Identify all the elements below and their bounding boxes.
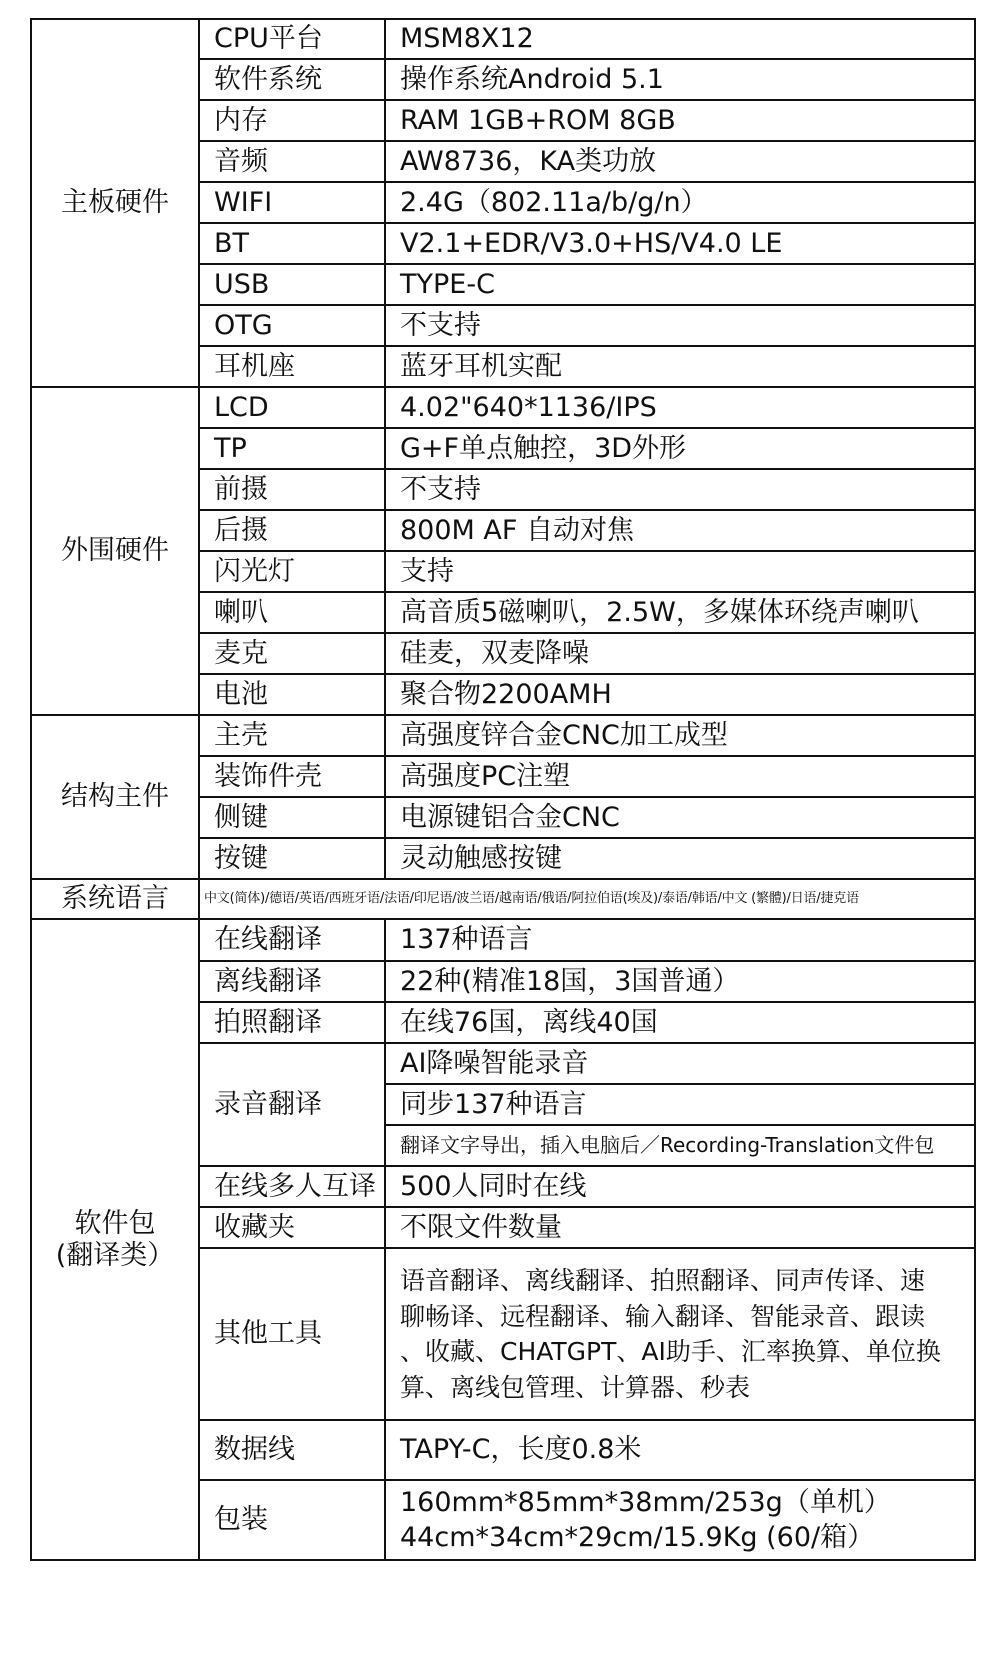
spec-key: 其他工具 [199,1248,385,1420]
spec-key: TP [199,428,385,469]
tools-line: 聊畅译、远程翻译、输入翻译、智能录音、跟读 [400,1301,926,1331]
spec-value: AI降噪智能录音 [385,1043,975,1084]
spec-value: 翻译文字导出，插入电脑后／Recording-Translation文件包 [385,1125,975,1166]
spec-value: 高强度锌合金CNC加工成型 [385,715,975,756]
spec-value: MSM8X12 [385,19,975,59]
table-row [31,19,975,59]
category-software-line2: (翻译类） [55,1239,175,1271]
spec-key: 装饰件壳 [199,756,385,797]
spec-key: 拍照翻译 [199,1002,385,1043]
spec-key: 离线翻译 [199,961,385,1002]
spec-value: TAPY-C，长度0.8米 [385,1420,975,1480]
table-row [31,387,975,428]
spec-key: 后摄 [199,510,385,551]
spec-key: 主壳 [199,715,385,756]
tools-line: 算、离线包管理、计算器、秒表 [400,1372,751,1402]
spec-value: 800M AF 自动对焦 [385,510,975,551]
spec-value: 聚合物2200AMH [385,674,975,715]
spec-key: LCD [199,387,385,428]
language-list: 中文(简体)/德语/英语/西班牙语/法语/印尼语/波兰语/越南语/俄语/阿拉伯语(埃及)/泰语/韩语/中文 (繁體)/日语/捷克语 [199,879,975,919]
category-peripheral: 外围硬件 [31,387,199,715]
spec-value: 硅麦，双麦降噪 [385,633,975,674]
spec-value: 22种(精准18国，3国普通） [385,961,975,1002]
table-row [31,879,975,919]
spec-value: V2.1+EDR/V3.0+HS/V4.0 LE [385,223,975,264]
spec-value: TYPE-C [385,264,975,305]
spec-key: 包装 [199,1480,385,1560]
spec-value: RAM 1GB+ROM 8GB [385,100,975,141]
spec-key: 前摄 [199,469,385,510]
spec-value: AW8736，KA类功放 [385,141,975,182]
spec-value: 蓝牙耳机实配 [385,346,975,387]
spec-key: 收藏夹 [199,1207,385,1248]
category-software [31,919,199,1560]
spec-value: 不支持 [385,305,975,346]
spec-key: 音频 [199,141,385,182]
spec-value: 在线76国，离线40国 [385,1002,975,1043]
spec-key: CPU平台 [199,19,385,59]
spec-table [30,18,976,1561]
spec-value: 不限文件数量 [385,1207,975,1248]
spec-value: 500人同时在线 [385,1166,975,1207]
category-structure: 结构主件 [31,715,199,879]
spec-key: 内存 [199,100,385,141]
spec-key: 喇叭 [199,592,385,633]
category-language: 系统语言 [31,879,199,919]
spec-value: 137种语言 [385,919,975,961]
spec-key: 侧键 [199,797,385,838]
spec-key: USB [199,264,385,305]
spec-key: 数据线 [199,1420,385,1480]
spec-key: OTG [199,305,385,346]
spec-value: 4.02"640*1136/IPS [385,387,975,428]
spec-value: 2.4G（802.11a/b/g/n） [385,182,975,223]
spec-value: 同步137种语言 [385,1084,975,1125]
spec-value: 支持 [385,551,975,592]
spec-key: WIFI [199,182,385,223]
spec-value: 灵动触感按键 [385,838,975,879]
spec-value: 操作系统Android 5.1 [385,59,975,100]
spec-key: 麦克 [199,633,385,674]
spec-key: 电池 [199,674,385,715]
spec-key: BT [199,223,385,264]
spec-key: 闪光灯 [199,551,385,592]
packaging-line: 44cm*34cm*29cm/15.9Kg (60/箱） [400,1522,875,1553]
spec-value: 高强度PC注塑 [385,756,975,797]
spec-key: 按键 [199,838,385,879]
spec-value: 电源键铝合金CNC [385,797,975,838]
spec-key: 耳机座 [199,346,385,387]
spec-value: 不支持 [385,469,975,510]
table-row [31,715,975,756]
spec-key: 在线多人互译 [199,1166,385,1207]
category-software-line1: 软件包 [74,1208,156,1240]
tools-list [385,1248,975,1420]
spec-key: 录音翻译 [199,1043,385,1166]
packaging-line: 160mm*85mm*38mm/253g（单机） [400,1486,891,1518]
spec-value [385,1480,975,1560]
tools-line: 、收藏、CHATGPT、AI助手、汇率换算、单位换 [400,1337,941,1366]
table-row [31,919,975,961]
spec-key: 在线翻译 [199,919,385,961]
spec-value: G+F单点触控，3D外形 [385,428,975,469]
tools-line: 语音翻译、离线翻译、拍照翻译、同声传译、速 [400,1266,926,1295]
category-mainboard: 主板硬件 [31,19,199,387]
spec-key: 软件系统 [199,59,385,100]
spec-value: 高音质5磁喇叭，2.5W，多媒体环绕声喇叭 [385,592,975,633]
